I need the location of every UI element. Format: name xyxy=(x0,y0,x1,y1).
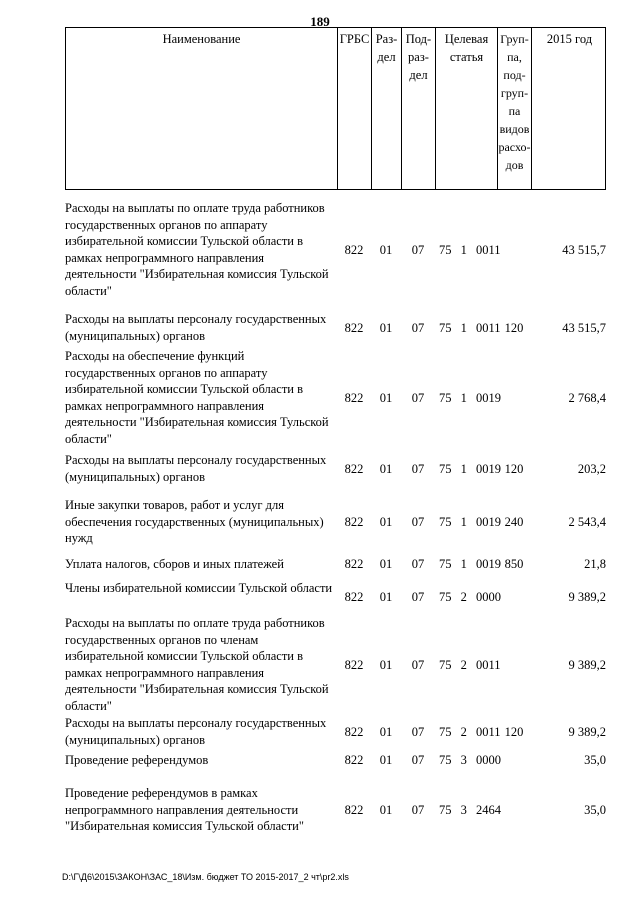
row-celevaya: 75 1 0019 xyxy=(439,462,501,476)
header-year-label: 2015 год xyxy=(546,32,593,46)
row-gruppa: 240 xyxy=(504,515,524,529)
row-celevaya: 75 2 0011 xyxy=(439,725,501,739)
row-gruppa: 120 xyxy=(504,462,524,476)
row-podrazdel: 07 xyxy=(411,391,425,405)
table-row xyxy=(65,348,606,447)
table-row xyxy=(65,311,606,344)
header-name-label: Наименование xyxy=(162,32,241,46)
row-gruppa: 120 xyxy=(504,725,524,739)
table-row xyxy=(65,556,606,573)
header-podrazdel xyxy=(402,28,436,189)
row-razdel: 01 xyxy=(379,243,393,257)
row-grbs: 822 xyxy=(344,753,364,767)
table-header xyxy=(65,27,606,190)
row-grbs: 822 xyxy=(344,515,364,529)
row-grbs: 822 xyxy=(344,725,364,739)
row-sum: 2 768,4 xyxy=(568,391,606,405)
row-sum: 9 389,2 xyxy=(568,725,606,739)
row-name: Расходы на обеспечение функций государственных органов по аппарату избирательной комиссии Тульской области в рамках непрограммного направления деятельности "Избирательная комиссия Тульской области" xyxy=(65,349,329,446)
row-razdel: 01 xyxy=(379,803,393,817)
header-razdel-label: Раз- дел xyxy=(375,32,398,64)
header-celevaya-label: Целевая статья xyxy=(444,32,489,64)
row-celevaya: 75 1 0019 xyxy=(439,515,501,529)
row-sum: 2 543,4 xyxy=(568,515,606,529)
row-grbs: 822 xyxy=(344,658,364,672)
row-razdel: 01 xyxy=(379,391,393,405)
page-number: 189 xyxy=(310,14,330,29)
row-celevaya: 75 1 0019 xyxy=(439,391,501,405)
table-row xyxy=(65,615,606,714)
row-grbs: 822 xyxy=(344,462,364,476)
row-razdel: 01 xyxy=(379,515,393,529)
table-row xyxy=(65,715,606,748)
row-podrazdel: 07 xyxy=(411,658,425,672)
row-name: Проведение референдумов в рамках непрограммного направления деятельности "Избирательная комиссия Тульской области" xyxy=(65,786,304,833)
row-razdel: 01 xyxy=(379,590,393,604)
file-path-footer: D:\Г\Д6\2015\ЗАКОН\ЗАС_18\Изм. бюджет ТО 2015-2017_2 чт\pr2.xls xyxy=(62,872,349,882)
row-razdel: 01 xyxy=(379,321,393,335)
row-celevaya: 75 1 0019 xyxy=(439,557,501,571)
header-year xyxy=(532,28,607,189)
header-gruppa xyxy=(498,28,532,189)
row-celevaya: 75 3 0000 xyxy=(439,753,501,767)
row-grbs: 822 xyxy=(344,321,364,335)
header-razdel xyxy=(372,28,402,189)
row-gruppa: 850 xyxy=(504,557,524,571)
header-name xyxy=(66,28,338,189)
row-sum: 43 515,7 xyxy=(562,243,606,257)
table-row xyxy=(65,452,606,485)
row-grbs: 822 xyxy=(344,391,364,405)
row-sum: 35,0 xyxy=(584,803,606,817)
row-podrazdel: 07 xyxy=(411,803,425,817)
row-name: Расходы на выплаты персоналу государственных (муниципальных) органов xyxy=(65,453,327,484)
row-podrazdel: 07 xyxy=(411,753,425,767)
row-sum: 9 389,2 xyxy=(568,658,606,672)
row-sum: 9 389,2 xyxy=(568,590,606,604)
row-sum: 43 515,7 xyxy=(562,321,606,335)
row-razdel: 01 xyxy=(379,658,393,672)
row-name: Расходы на выплаты по оплате труда работников государственных органов по аппарату избирательной комиссии Тульской области в рамках непрограммного направления деятельности "Избирательная комиссия Тульской области" xyxy=(65,201,329,298)
row-grbs: 822 xyxy=(344,557,364,571)
row-razdel: 01 xyxy=(379,557,393,571)
row-grbs: 822 xyxy=(344,803,364,817)
table-row xyxy=(65,200,606,299)
row-name: Уплата налогов, сборов и иных платежей xyxy=(65,557,284,571)
row-name: Иные закупки товаров, работ и услуг для обеспечения государственных (муниципальных) нужд xyxy=(65,498,324,545)
row-celevaya: 75 1 0011 xyxy=(439,321,501,335)
header-grbs-label: ГРБС xyxy=(339,32,370,46)
row-name: Расходы на выплаты персоналу государственных (муниципальных) органов xyxy=(65,716,327,747)
row-celevaya: 75 2 0011 xyxy=(439,658,501,672)
row-razdel: 01 xyxy=(379,462,393,476)
row-podrazdel: 07 xyxy=(411,725,425,739)
row-podrazdel: 07 xyxy=(411,515,425,529)
header-grbs xyxy=(338,28,372,189)
row-podrazdel: 07 xyxy=(411,321,425,335)
row-grbs: 822 xyxy=(344,243,364,257)
row-name: Расходы на выплаты по оплате труда работников государственных органов по членам избирательной комиссии Тульской области в рамках непрограммного направления деятельности "Избирательная комиссия Тульской области" xyxy=(65,616,329,713)
row-podrazdel: 07 xyxy=(411,462,425,476)
row-gruppa: 120 xyxy=(504,321,524,335)
header-gruppa-label: Груп- па, под- груп- па видов расхо- дов xyxy=(498,32,531,172)
table-row xyxy=(65,497,606,547)
row-podrazdel: 07 xyxy=(411,590,425,604)
row-podrazdel: 07 xyxy=(411,243,425,257)
row-name: Расходы на выплаты персоналу государственных (муниципальных) органов xyxy=(65,312,327,343)
row-razdel: 01 xyxy=(379,725,393,739)
row-celevaya: 75 1 0011 xyxy=(439,243,501,257)
row-razdel: 01 xyxy=(379,753,393,767)
row-celevaya: 75 3 2464 xyxy=(439,803,501,817)
row-grbs: 822 xyxy=(344,590,364,604)
row-sum: 35,0 xyxy=(584,753,606,767)
row-sum: 21,8 xyxy=(584,557,606,571)
row-celevaya: 75 2 0000 xyxy=(439,590,501,604)
row-name: Члены избирательной комиссии Тульской области xyxy=(65,581,333,595)
row-sum: 203,2 xyxy=(577,462,606,476)
row-podrazdel: 07 xyxy=(411,557,425,571)
table-row xyxy=(65,752,606,769)
header-podrazdel-label: Под- раз- дел xyxy=(405,32,432,82)
table-row xyxy=(65,580,606,613)
header-celevaya xyxy=(436,28,498,189)
row-name: Проведение референдумов xyxy=(65,753,209,767)
table-row xyxy=(65,785,606,835)
